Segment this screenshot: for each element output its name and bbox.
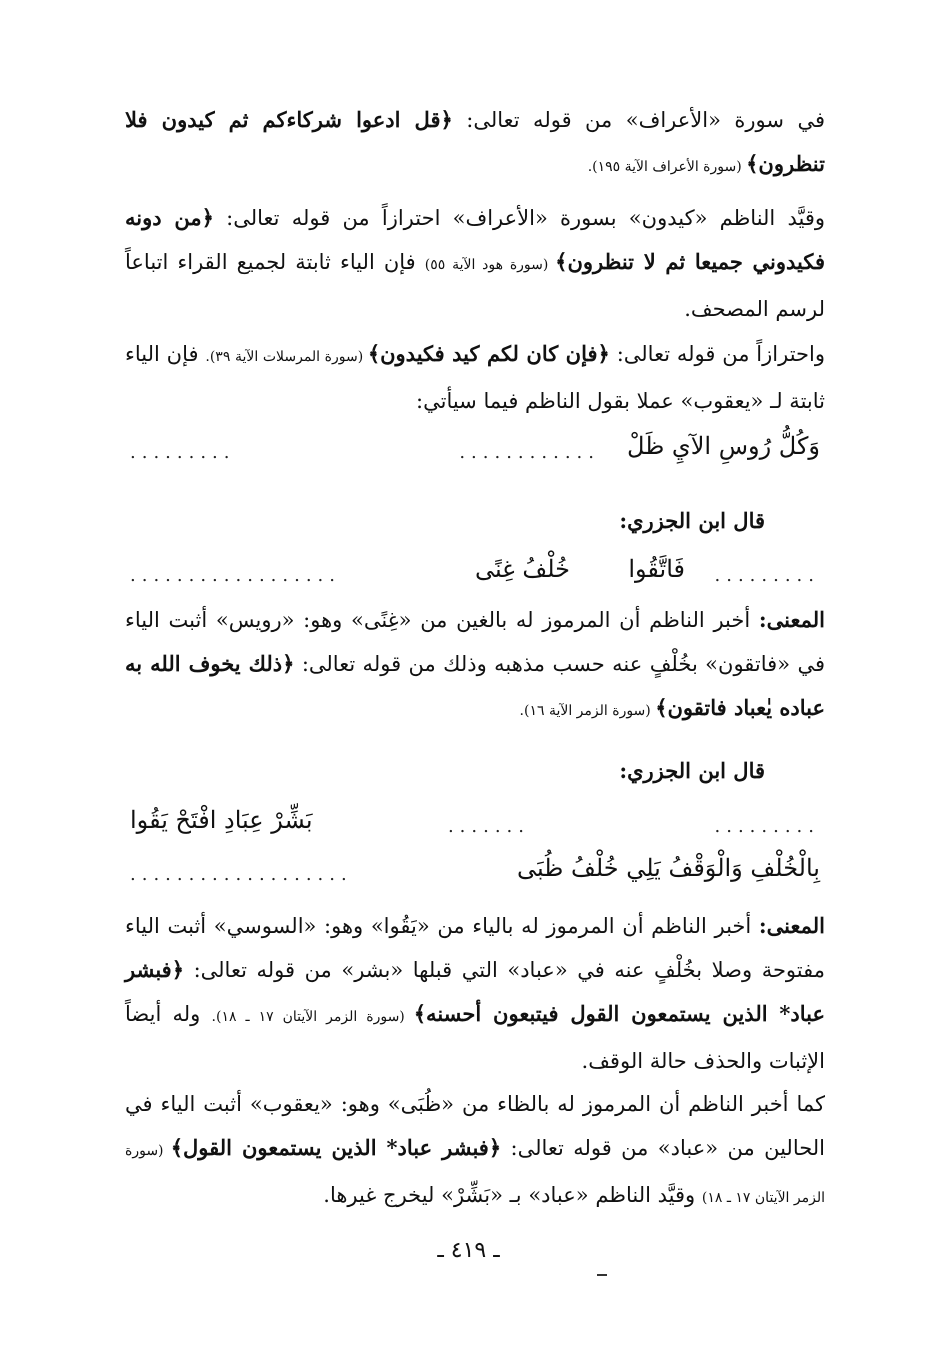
paragraph-5 xyxy=(125,904,825,1083)
paragraph-4 xyxy=(125,598,825,733)
verse-reference: (سورة الزمر الآيتان ١٧ ـ ١٨) xyxy=(125,1143,825,1206)
page-number: ـ ٤١٩ ـ xyxy=(437,1238,500,1263)
verse-reference: (سورة هود الآية ٥٥) xyxy=(424,257,556,273)
poem-words: وَكُلُّ رُوسِ الآيِ ظَلْ xyxy=(627,432,820,460)
poem-words: بَشِّرْ عِبَادِ افْتَحْ يَقُوا xyxy=(130,806,313,834)
paragraph-text: كما أخبر الناظم أن المرموز له بالظاء من «ظُبَى» وهو: «يعقوب» أثبت الياء في الحالين من «عباد» من قوله تعالى: xyxy=(125,1092,826,1160)
paragraph-1 xyxy=(125,98,825,189)
poem-dots: ......... xyxy=(714,816,820,837)
verse-reference: (سورة الأعراف الآية ١٩٥). xyxy=(587,159,747,175)
paragraph-label: المعنى: xyxy=(758,913,825,938)
paragraph-6 xyxy=(125,1082,825,1220)
poem-words: بِالْخُلْفِ وَالْوَقْفُ يَلِي خُلْفُ ظُبَى xyxy=(517,854,820,882)
verse-reference: (سورة المرسلات الآية ٣٩). xyxy=(205,349,368,365)
scan-mark xyxy=(597,1274,607,1276)
poem-dots: ....... xyxy=(447,816,530,837)
poem-dots: .................. xyxy=(130,565,341,586)
section-heading: قال ابن الجزري: xyxy=(619,758,765,783)
paragraph-text: فإن الياء ثابتة لجميع القراء اتباعاً لرسم المصحف. xyxy=(125,250,825,321)
paragraph-label: المعنى: xyxy=(758,607,825,632)
paragraph-text: فإن الياء ثابتة لـ «يعقوب» عملا بقول الناظم فيما سيأتي: xyxy=(125,342,825,413)
poem-dots: ......... xyxy=(130,442,236,463)
quran-verse: ﴿فإن كان لكم كيد فكيدون﴾ xyxy=(367,341,610,366)
poem-line-3 xyxy=(130,806,820,846)
poem-dots: ......... xyxy=(714,565,820,586)
quran-verse: ﴿فبشر عباد* الذين يستمعون القول﴾ xyxy=(170,1135,502,1160)
paragraph-text: في سورة «الأعراف» من قوله تعالى: xyxy=(452,108,825,132)
paragraph-2 xyxy=(125,196,825,331)
poem-words: فَاتَّقُوا xyxy=(628,555,685,583)
quran-verse: ﴿من دونه فكيدوني جميعا ثم لا تنظرون﴾ xyxy=(125,205,825,274)
paragraph-text: وقيَّد الناظم «عباد» بـ «بَشِّرْ» ليخرج غيرها. xyxy=(323,1183,702,1207)
quran-verse: ﴿ذلك يخوف الله به عباده يٰعباد فاتقون﴾ xyxy=(125,651,825,720)
paragraph-text: وقيَّد الناظم «كيدون» بسورة «الأعراف» احترازاً من قوله تعالى: xyxy=(213,206,825,230)
paragraph-text: واحترازاً من قوله تعالى: xyxy=(609,342,826,366)
poem-line-4 xyxy=(130,854,820,894)
verse-reference: (سورة الزمر الآية ١٦). xyxy=(519,703,656,719)
paragraph-text: أخبر الناظم أن المرموز له بالياء من «يَقُوا» وهو: «السوسي» أثبت الياء مفتوحة وصلا بخُلْفٍ عنه في «عباد» التي قبلها «بشر» من قوله تعالى: xyxy=(125,914,825,982)
poem-words: خُلْفُ غِنًى xyxy=(474,555,570,583)
paragraph-text: أخبر الناظم أن المرموز له بالغين من «غِنًى» وهو: «رويس» أثبت الياء في «فاتقون» بخُلْفٍ عنه حسب مذهبه وذلك من قوله تعالى: xyxy=(125,608,825,676)
quran-verse: ﴿قل ادعوا شركاءكم ثم كيدون فلا تنظرون﴾ xyxy=(125,107,825,176)
poem-dots: ................... xyxy=(130,864,353,885)
verse-reference: (سورة الزمر الآيتان ١٧ ـ ١٨). xyxy=(211,1009,414,1025)
paragraph-3 xyxy=(125,332,825,423)
quran-verse: ﴿فبشر عباد* الذين يستمعون القول فيتبعون أحسنه﴾ xyxy=(125,957,826,1026)
poem-line-2 xyxy=(130,555,820,595)
poem-dots: ............ xyxy=(459,442,600,463)
poem-line-1 xyxy=(130,432,820,472)
paragraph-text: وله أيضاً الإثبات والحذف حالة الوقف. xyxy=(125,1002,825,1073)
section-heading: قال ابن الجزري: xyxy=(619,508,765,533)
